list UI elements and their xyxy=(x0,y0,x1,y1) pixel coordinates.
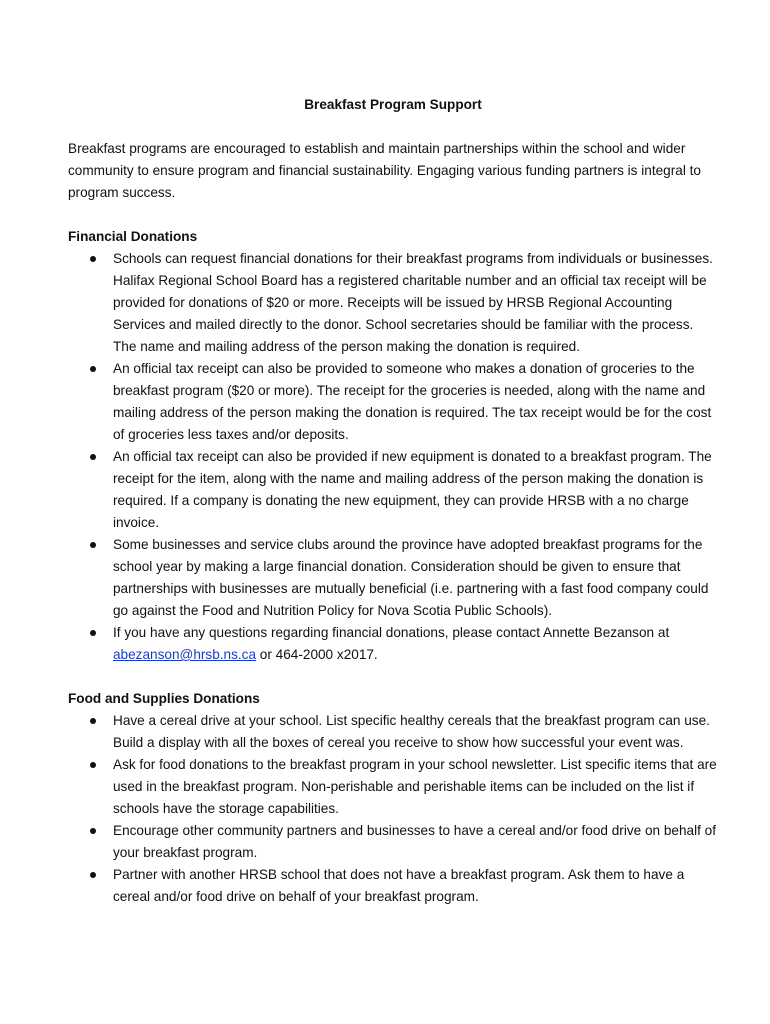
financial-donations-heading: Financial Donations xyxy=(68,229,198,244)
list-item-text: An official tax receipt can also be provided to someone who makes a donation of groceries to the breakfast program ($20 or more). The receipt for the groceries is needed, along with the name and mailing address of the person making the donation is required. The tax receipt would be for the cost of groceries less taxes and/or deposits. xyxy=(113,361,712,442)
section-spacer xyxy=(68,666,718,688)
bullet-icon xyxy=(90,828,96,834)
list-item-text: An official tax receipt can also be provided if new equipment is donated to a breakfast program. The receipt for the item, along with the name and mailing address of the person making the donation is required. If a company is donating the new equipment, they can provide HRSB with a no charge invoice. xyxy=(113,449,712,530)
bullet-icon xyxy=(90,762,96,768)
contact-prefix: If you have any questions regarding financial donations, please contact Annette Bezanson at xyxy=(113,625,670,640)
list-item xyxy=(68,710,718,754)
bullet-icon xyxy=(90,366,96,372)
food-supplies-heading: Food and Supplies Donations xyxy=(68,691,260,706)
list-item-text: Schools can request financial donations for their breakfast programs from individuals or businesses. Halifax Regional School Board has a registered charitable number and an official tax receipt will be provided for donations of $20 or more. Receipts will be issued by HRSB Regional Accounting Services and mailed directly to the donor. School secretaries should be familiar with the process. The name and mailing address of the person making the donation is required. xyxy=(113,251,713,354)
list-item-text: Ask for food donations to the breakfast program in your school newsletter. List specific items that are used in the breakfast program. Non-perishable and perishable items can be included on the list if schools have the storage capabilities. xyxy=(113,757,717,816)
bullet-icon xyxy=(90,454,96,460)
list-item-text: Encourage other community partners and businesses to have a cereal and/or food drive on behalf of your breakfast program. xyxy=(113,823,717,860)
bullet-icon xyxy=(90,872,96,878)
list-item-text: Partner with another HRSB school that does not have a breakfast program. Ask them to have a cereal and/or food drive on behalf of your breakfast program. xyxy=(113,867,685,904)
list-item xyxy=(68,248,718,358)
list-item-text: Some businesses and service clubs around the province have adopted breakfast programs for the school year by making a large financial donation. Consideration should be given to ensure that partnerships with businesses are mutually beneficial (i.e. partnering with a fast food company could go against the Food and Nutrition Policy for Nova Scotia Public Schools). xyxy=(113,537,709,618)
bullet-icon xyxy=(90,630,96,636)
contact-suffix: or 464-2000 x2017. xyxy=(256,647,378,662)
list-item xyxy=(68,358,718,446)
bullet-icon xyxy=(90,542,96,548)
list-item xyxy=(68,864,718,908)
bullet-icon xyxy=(90,256,96,262)
list-item xyxy=(68,820,718,864)
list-item xyxy=(68,754,718,820)
document-body xyxy=(68,94,718,908)
list-item-text: Have a cereal drive at your school. List specific healthy cereals that the breakfast program can use. Build a display with all the boxes of cereal you receive to show how successful your event was. xyxy=(113,713,710,750)
contact-email-link[interactable]: abezanson@hrsb.ns.ca xyxy=(113,647,257,662)
list-item-contact xyxy=(68,622,718,666)
intro-paragraph: Breakfast programs are encouraged to establish and maintain partnerships within the school and wider community to ensure program and financial sustainability. Engaging various funding partners is integral to program success. xyxy=(68,141,701,200)
list-item xyxy=(68,534,718,622)
list-item xyxy=(68,446,718,534)
document-title: Breakfast Program Support xyxy=(304,97,482,112)
financial-donations-list xyxy=(68,248,718,666)
bullet-icon xyxy=(90,718,96,724)
food-supplies-list xyxy=(68,710,718,908)
